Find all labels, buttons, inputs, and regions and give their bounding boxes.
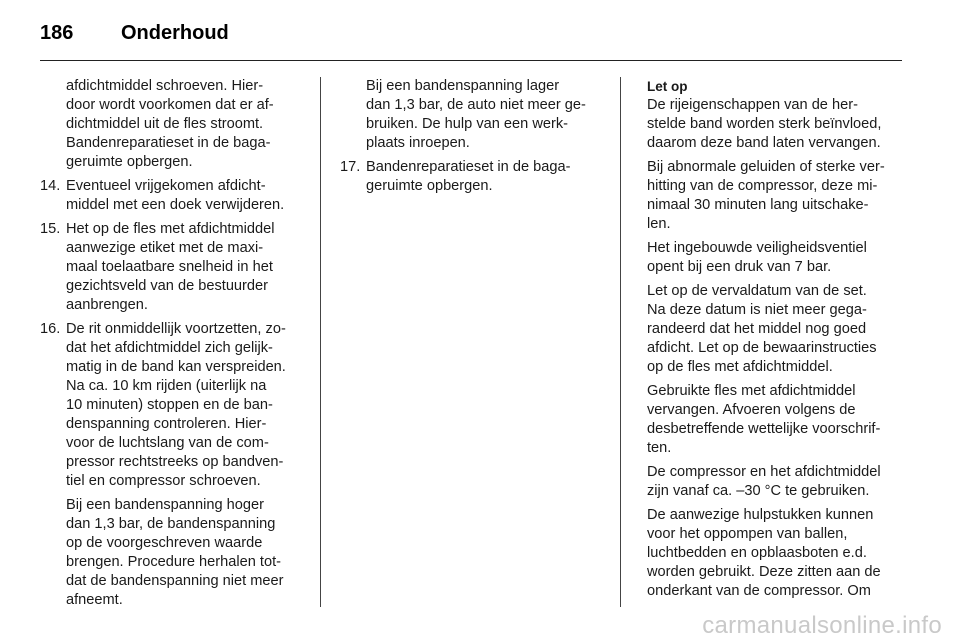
list-item-17 [340, 158, 602, 196]
list-item-text: De rit onmiddellijk voortzetten, zo- dat het afdichtmiddel zich gelijk- matig in de band kan verspreiden. Na ca. 10 km rijden (uiterlijk na 10 minuten) stoppen en de ban- denspanning controleren. Hier- voor de luchtslang van de com- pressor rechtstreeks op bandven- tiel en compressor schroeven. [66, 321, 286, 489]
note-paragraph: De aanwezige hulpstukken kunnen voor het oppompen van ballen, luchtbedden en opblaasboten e.d. worden gebruikt. Deze zitten aan de onderkant van de compressor. Om [647, 507, 881, 599]
note-paragraph: Het ingebouwde veiligheidsventiel opent bij een druk van 7 bar. [647, 240, 867, 275]
list-item-text: Het op de fles met afdichtmiddel aanwezige etiket met de maxi- maal toelaatbare snelheid in het gezichtsveld van de bestuurder aanbrengen. [66, 221, 275, 313]
note-paragraph: De rijeigenschappen van de her- stelde band worden sterk beïnvloed, daarom deze band laten vervangen. [647, 97, 882, 151]
list-item-number: 17. [340, 159, 361, 175]
text-column-1 [40, 77, 302, 615]
watermark: carmanualsonline.info [702, 612, 942, 639]
list-item-14 [40, 177, 302, 215]
item-16-followup-paragraph: Bij een bandenspanning hoger dan 1,3 bar, de bandenspanning op de voorgeschreven waarde brengen. Procedure herhalen tot- dat de bandenspanning niet meer afneemt. [66, 497, 284, 608]
column-divider-left [320, 77, 321, 607]
page-title: Onderhoud [121, 22, 229, 44]
text-column-2 [340, 77, 602, 201]
continuation-paragraph: afdichtmiddel schroeven. Hier- door wordt voorkomen dat er af- dichtmiddel uit de fles stroomt. Bandenreparatieset in de baga- geruimte opbergen. [66, 78, 274, 170]
list-item-15 [40, 220, 302, 315]
list-item-16 [40, 320, 302, 491]
list-item-number: 14. [40, 178, 61, 194]
page-number: 186 [40, 22, 74, 44]
note-paragraph: De compressor en het afdichtmiddel zijn vanaf ca. –30 °C te gebruiken. [647, 464, 881, 499]
note-column [647, 77, 903, 606]
continuation-paragraph: Bij een bandenspanning lager dan 1,3 bar, de auto niet meer ge- bruiken. De hulp van een werk- plaats inroepen. [366, 78, 586, 151]
note-paragraph: Let op de vervaldatum van de set. Na deze datum is niet meer gega- randeerd dat het middel nog goed afdicht. Let op de bewaarinstructies op de fles met afdichtmiddel. [647, 283, 877, 375]
page-header [40, 18, 902, 61]
column-divider-right [620, 77, 621, 607]
list-item-text: Bandenreparatieset in de baga- geruimte opbergen. [366, 159, 571, 194]
list-item-number: 15. [40, 221, 61, 237]
list-item-number: 16. [40, 321, 61, 337]
note-paragraph: Gebruikte fles met afdichtmiddel vervangen. Afvoeren volgens de desbetreffende wettelijke voorschrif- ten. [647, 383, 881, 456]
note-title: Let op [647, 79, 688, 94]
list-item-text: Eventueel vrijgekomen afdicht- middel met een doek verwijderen. [66, 178, 285, 213]
note-paragraph: Bij abnormale geluiden of sterke ver- hitting van de compressor, deze mi- nimaal 30 minuten lang uitschake- len. [647, 159, 885, 232]
